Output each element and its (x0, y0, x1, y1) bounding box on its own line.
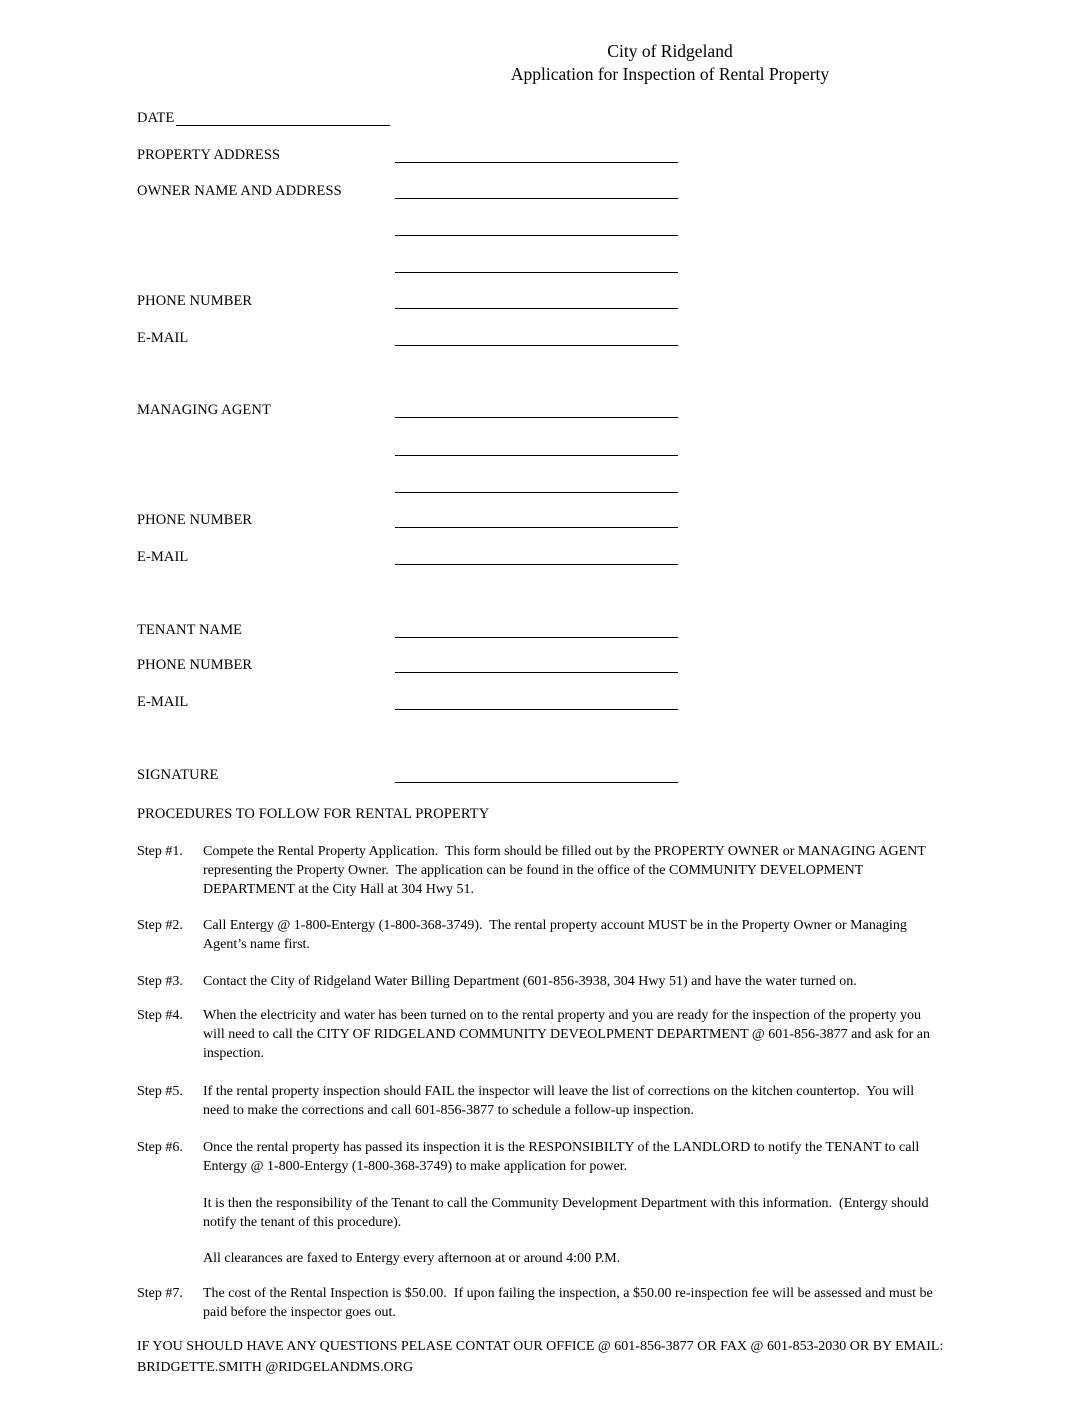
procedure-step-6-note (137, 1194, 937, 1232)
field-row-property-address (137, 147, 678, 163)
field-row-tenant (137, 622, 678, 638)
step-number: Step #5. (137, 1084, 183, 1099)
step-text: The cost of the Rental Inspection is $50.00. If upon failing the inspection, a $50.00 re-inspection fee will be assessed and must be paid before the inspector goes out. (203, 1286, 937, 1320)
tenant-label: TENANT NAME (137, 622, 243, 638)
tenant-email-fill-line (395, 709, 678, 710)
field-row-agent (137, 402, 678, 418)
owner-email-fill-line (395, 345, 678, 346)
field-row-owner-extra (137, 257, 678, 273)
field-row-signature (137, 767, 678, 783)
tenant-phone-label: PHONE NUMBER (137, 657, 253, 673)
step-number: Step #6. (137, 1140, 183, 1155)
procedure-step-4 (137, 1006, 937, 1063)
document-header (300, 40, 1040, 86)
owner-email-label: E-MAIL (137, 330, 189, 346)
agent-phone-label: PHONE NUMBER (137, 512, 253, 528)
field-row-owner (137, 183, 678, 199)
step-text: If the rental property inspection should FAIL the inspector will leave the list of corrections on the kitchen countertop. You will need to make the corrections and call 601-856-3877 to schedule a follow-up inspection. (203, 1084, 918, 1118)
procedure-step-3 (137, 972, 937, 991)
step-number: Step #7. (137, 1286, 183, 1301)
step-number: Step #4. (137, 1008, 183, 1023)
procedure-step-7 (137, 1284, 937, 1322)
signature-label: SIGNATURE (137, 767, 219, 783)
document-subtitle: Application for Inspection of Rental Property (510, 64, 830, 84)
step-text: All clearances are faxed to Entergy every afternoon at or around 4:00 P.M. (203, 1251, 621, 1266)
owner-phone-label: PHONE NUMBER (137, 293, 253, 309)
agent-phone-fill-line (395, 527, 678, 528)
step-text: When the electricity and water has been turned on to the rental property and you are ready for the inspection of the property you will need to call the CITY OF RIDGELAND COMMUNITY DEVEOLPMENT DEPARTMENT @ 601-856-3877 and ask for an inspection. (203, 1008, 934, 1061)
field-row-date (137, 110, 390, 126)
step-text: It is then the responsibility of the Tenant to call the Community Development Department with this information. (Entergy should notify the tenant of this procedure). (203, 1196, 933, 1230)
property-address-label: PROPERTY ADDRESS (137, 147, 281, 163)
agent-label: MANAGING AGENT (137, 402, 271, 418)
procedure-step-5 (137, 1082, 937, 1120)
field-row-owner-extra (137, 220, 678, 236)
owner-fill-line-3 (395, 272, 678, 273)
agent-email-fill-line (395, 564, 678, 565)
field-row-tenant-phone (137, 657, 678, 673)
step-number: Step #2. (137, 918, 183, 933)
tenant-fill-line (395, 637, 678, 638)
step-number: Step #3. (137, 974, 183, 989)
date-label: DATE (137, 110, 175, 126)
contact-footer: IF YOU SHOULD HAVE ANY QUESTIONS PELASE CONTAT OUR OFFICE @ 601-856-3877 OR FAX @ 601-853-2030 OR BY EMAIL: BRIDGETTE.SMITH @RIDGELANDMS.ORG (137, 1339, 951, 1375)
procedure-step-2 (137, 916, 937, 954)
field-row-agent-extra (137, 440, 678, 456)
agent-fill-line-3 (395, 492, 678, 493)
date-fill-line (176, 125, 390, 126)
procedure-step-6 (137, 1138, 937, 1176)
field-row-owner-phone (137, 293, 678, 309)
step-text: Once the rental property has passed its inspection it is the RESPONSIBILTY of the LANDLORD to notify the TENANT to call Entergy @ 1-800-Entergy (1-800-368-3749) to make application for power. (203, 1140, 923, 1174)
owner-fill-line-1 (395, 198, 678, 199)
step-text: Contact the City of Ridgeland Water Billing Department (601-856-3938, 304 Hwy 51) and have the water turned on. (203, 974, 857, 989)
procedures-heading: PROCEDURES TO FOLLOW FOR RENTAL PROPERTY (137, 806, 490, 822)
procedure-step-1 (137, 842, 937, 899)
step-text: Call Entergy @ 1-800-Entergy (1-800-368-3749). The rental property account MUST be in the Property Owner or Managing Agent’s name first. (203, 918, 910, 952)
field-row-tenant-email (137, 694, 678, 710)
owner-fill-line-2 (395, 235, 678, 236)
step-number: Step #1. (137, 844, 183, 859)
field-row-agent-phone (137, 512, 678, 528)
tenant-email-label: E-MAIL (137, 694, 189, 710)
signature-fill-line (395, 782, 678, 783)
step-text: Compete the Rental Property Application. This form should be filled out by the PROPERTY OWNER or MANAGING AGENT representing the Property Owner. The application can be found in the office of the COMMUNITY DEVELOPMENT DEPARTMENT at the City Hall at 304 Hwy 51. (203, 844, 930, 897)
agent-email-label: E-MAIL (137, 549, 189, 565)
agent-fill-line-2 (395, 455, 678, 456)
field-row-agent-extra (137, 477, 678, 493)
owner-label: OWNER NAME AND ADDRESS (137, 183, 342, 199)
field-row-owner-email (137, 330, 678, 346)
procedure-step-6-clearances-note (137, 1249, 937, 1268)
field-row-agent-email (137, 549, 678, 565)
document-title: City of Ridgeland (607, 41, 733, 61)
tenant-phone-fill-line (395, 672, 678, 673)
property-address-fill-line (395, 162, 678, 163)
agent-fill-line-1 (395, 417, 678, 418)
owner-phone-fill-line (395, 308, 678, 309)
